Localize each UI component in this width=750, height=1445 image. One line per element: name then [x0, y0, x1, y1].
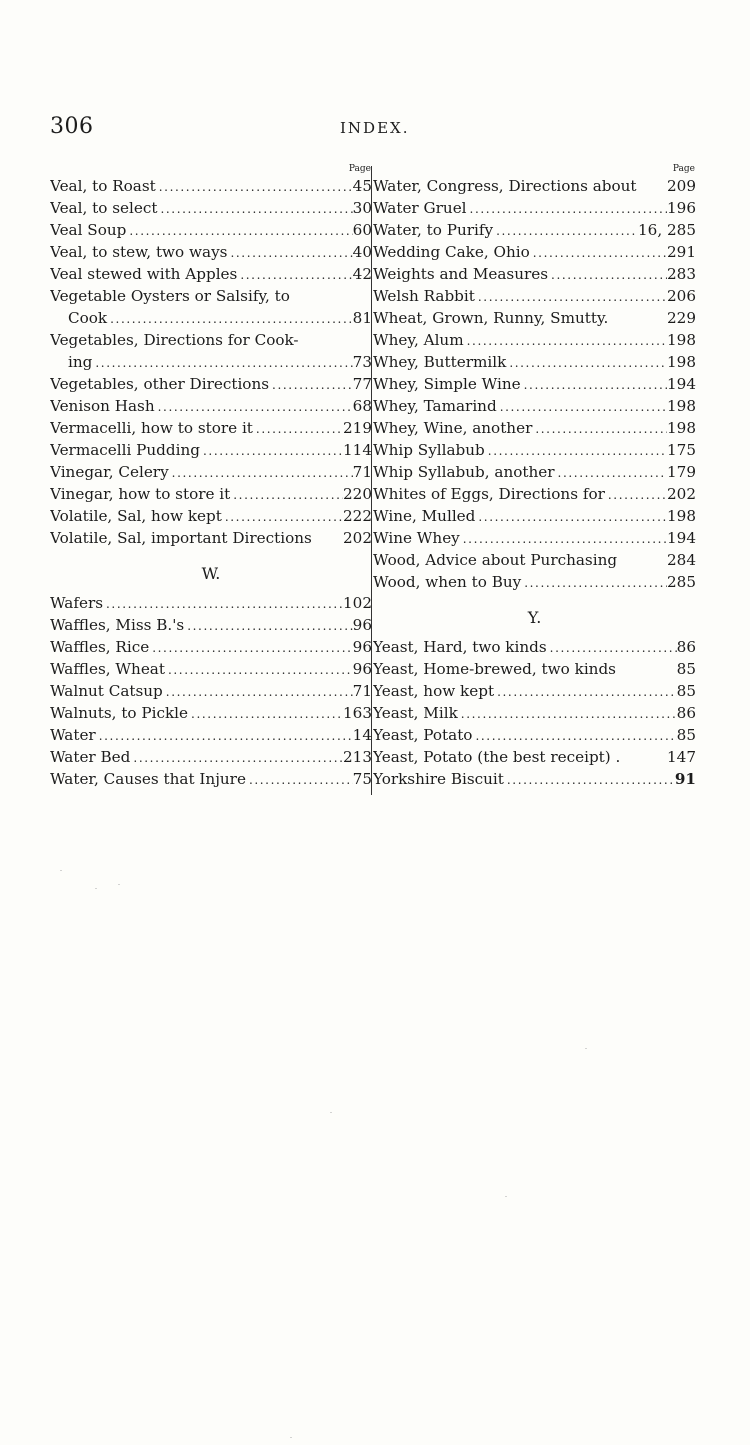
- entry-text: Waffles, Miss B.'s: [50, 616, 185, 634]
- index-entry: [50, 373, 372, 395]
- entry-page-ref: 75: [352, 770, 372, 788]
- entry-page-ref: 40: [352, 243, 372, 261]
- entry-page-ref: 198: [667, 331, 696, 349]
- index-group-w-right: [373, 175, 696, 593]
- entry-text: Whey, Simple Wine: [373, 375, 521, 393]
- section-letter-w: W.: [201, 564, 221, 583]
- entry-page-ref: 163: [343, 704, 372, 722]
- dot-leader: [547, 637, 677, 658]
- entry-text: Vegetables, other Directions: [50, 375, 270, 393]
- entry-page-ref: 147: [667, 748, 696, 766]
- index-entry: [373, 329, 696, 351]
- index-entry: [50, 658, 372, 680]
- index-entry: [50, 329, 372, 351]
- index-entry: [373, 263, 696, 285]
- entry-page-ref: 81: [352, 309, 372, 327]
- entry-page-ref: 198: [667, 353, 696, 371]
- entry-page-ref: 219: [343, 419, 372, 437]
- entry-text: Water, Congress, Directions about: [373, 177, 637, 195]
- dot-leader: [92, 352, 352, 373]
- dot-leader: [237, 264, 352, 285]
- index-entry: [373, 505, 696, 527]
- entry-page-ref: 202: [343, 529, 372, 547]
- index-entry: [373, 307, 696, 329]
- entry-page-ref: 45: [352, 177, 372, 195]
- dot-leader: [497, 396, 667, 417]
- entry-page-ref: 198: [667, 507, 696, 525]
- index-entry: [373, 219, 696, 241]
- dot-leader: [493, 220, 638, 241]
- dot-leader: [246, 769, 353, 790]
- index-entry: [50, 395, 372, 417]
- entry-text: Wheat, Grown, Runny, Smutty.: [373, 309, 609, 327]
- entry-text: Walnut Catsup: [50, 682, 163, 700]
- entry-page-ref: 194: [667, 529, 696, 547]
- entry-page-ref: 198: [667, 419, 696, 437]
- entry-page-ref: 179: [667, 463, 696, 481]
- page-column-heading: Page: [672, 164, 695, 174]
- entry-text: Vinegar, Celery: [50, 463, 169, 481]
- index-entry: [50, 417, 372, 439]
- entry-page-ref: 220: [343, 485, 372, 503]
- dot-leader: [506, 352, 667, 373]
- entry-text: Walnuts, to Pickle: [50, 704, 189, 722]
- index-entry: [50, 307, 372, 329]
- dot-leader: [458, 703, 677, 724]
- index-entry: [50, 724, 372, 746]
- index-entry: [50, 592, 372, 614]
- entry-page-ref: 96: [352, 638, 372, 656]
- index-entry: [50, 241, 372, 263]
- index-entry: [373, 351, 696, 373]
- entry-text: Whey, Tamarind: [373, 397, 497, 415]
- entry-text: Yeast, Potato: [373, 726, 473, 744]
- index-entry: [373, 197, 696, 219]
- entry-page-ref: 209: [667, 177, 696, 195]
- dot-leader: [504, 769, 675, 790]
- entry-page-ref: 85: [676, 660, 696, 678]
- entry-page-ref: 202: [667, 485, 696, 503]
- entry-text: Water Bed: [50, 748, 131, 766]
- dot-leader: [200, 440, 343, 461]
- entry-text: Volatile, Sal, how kept: [50, 507, 222, 525]
- entry-page-ref: 96: [352, 616, 372, 634]
- entry-text: Yorkshire Biscuit: [373, 770, 504, 788]
- entry-page-ref: 213: [343, 748, 372, 766]
- dot-leader: [605, 484, 667, 505]
- entry-page-ref: 285: [667, 573, 696, 591]
- dot-leader: [222, 506, 343, 527]
- entry-text: Water Gruel: [373, 199, 467, 217]
- index-entry: [373, 175, 696, 197]
- index-entry: [373, 571, 696, 593]
- entry-page-ref: 71: [352, 463, 372, 481]
- entry-text: Yeast, Potato (the best receipt) .: [373, 748, 621, 766]
- entry-text: Whey, Wine, another: [373, 419, 533, 437]
- dot-leader: [103, 593, 343, 614]
- entry-page-ref: 283: [667, 265, 696, 283]
- dot-leader: [485, 440, 667, 461]
- entry-page-ref: 229: [667, 309, 696, 327]
- entry-text: Water, Causes that Injure: [50, 770, 246, 788]
- entry-text: Vermacelli Pudding: [50, 441, 200, 459]
- entry-text: Volatile, Sal, important Directions: [50, 529, 312, 547]
- dot-leader: [532, 418, 667, 439]
- index-entry: [50, 197, 372, 219]
- entry-page-ref: 206: [667, 287, 696, 305]
- entry-text: Veal stewed with Apples: [50, 265, 238, 283]
- index-group-v: [50, 175, 372, 549]
- index-entry: [373, 461, 696, 483]
- dot-leader: [156, 176, 353, 197]
- index-entry: [373, 768, 696, 790]
- index-entry: [373, 241, 696, 263]
- entry-page-ref: 86: [676, 638, 696, 656]
- entry-text: Veal, to select: [50, 199, 158, 217]
- entry-page-ref: 291: [667, 243, 696, 261]
- dot-leader: [165, 659, 353, 680]
- dot-leader: [227, 242, 352, 263]
- dot-leader: [169, 462, 353, 483]
- dot-leader: [107, 308, 353, 329]
- index-entry: [373, 746, 696, 768]
- dot-leader: [555, 462, 667, 483]
- dot-leader: [521, 374, 667, 395]
- index-entry: [373, 373, 696, 395]
- entry-text: Whip Syllabub: [373, 441, 485, 459]
- page-column-heading: Page: [348, 164, 371, 174]
- entry-text: Vinegar, how to store it: [50, 485, 231, 503]
- index-entry: [373, 285, 696, 307]
- dot-leader: [253, 418, 343, 439]
- dot-leader: [475, 286, 667, 307]
- entry-text: Yeast, Milk: [373, 704, 458, 722]
- entry-text: Veal, to Roast: [50, 177, 156, 195]
- entry-text: Wafers: [50, 594, 104, 612]
- dot-leader: [96, 725, 353, 746]
- index-entry: [50, 680, 372, 702]
- dot-leader: [530, 242, 667, 263]
- entry-page-ref: 196: [667, 199, 696, 217]
- index-entry: [50, 219, 372, 241]
- index-entry: [373, 395, 696, 417]
- paper-speck: [585, 1048, 587, 1049]
- section-letter-y: Y.: [527, 608, 542, 627]
- entry-text: Wine Whey: [373, 529, 460, 547]
- entry-page-ref: 96: [352, 660, 372, 678]
- index-entry: [373, 549, 696, 571]
- dot-leader: [188, 703, 343, 724]
- entry-page-ref: 16, 285: [638, 221, 696, 239]
- dot-leader: [126, 220, 352, 241]
- right-index-column: [373, 163, 696, 790]
- index-entry: [373, 527, 696, 549]
- entry-text: Wedding Cake, Ohio: [373, 243, 530, 261]
- dot-leader: [494, 681, 677, 702]
- paper-speck: [60, 870, 62, 871]
- index-entry: [50, 702, 372, 724]
- dot-leader: [472, 725, 676, 746]
- entry-page-ref: 284: [667, 551, 696, 569]
- index-entry: [50, 483, 372, 505]
- index-group-y: [373, 636, 696, 790]
- entry-page-ref: 60: [352, 221, 372, 239]
- entry-text: Yeast, Home-brewed, two kinds: [373, 660, 616, 678]
- dot-leader: [464, 330, 667, 351]
- index-entry: [373, 636, 696, 658]
- dot-leader: [130, 747, 343, 768]
- index-entry: [373, 680, 696, 702]
- page-number: 306: [50, 114, 94, 139]
- entry-text: Whey, Alum: [373, 331, 464, 349]
- entry-text: Vermacelli, how to store it: [50, 419, 253, 437]
- index-entry: [373, 724, 696, 746]
- entry-page-ref: 86: [676, 704, 696, 722]
- entry-text: Water, to Purify: [373, 221, 494, 239]
- entry-page-ref: 91: [674, 770, 696, 788]
- paper-speck: [290, 1437, 292, 1438]
- entry-text: Yeast, Hard, two kinds: [373, 638, 547, 656]
- entry-text: Water: [50, 726, 96, 744]
- dot-leader: [184, 615, 352, 636]
- index-entry: [50, 527, 372, 549]
- index-entry: [50, 461, 372, 483]
- dot-leader: [163, 681, 353, 702]
- entry-text: Yeast, how kept: [373, 682, 495, 700]
- entry-text: Whip Syllabub, another: [373, 463, 555, 481]
- paper-speck: [330, 1112, 332, 1113]
- paper-speck: [505, 1196, 507, 1197]
- index-entry: [50, 505, 372, 527]
- entry-page-ref: 73: [352, 353, 372, 371]
- dot-leader: [269, 374, 353, 395]
- index-group-w-left: [50, 592, 372, 790]
- entry-text: Wood, when to Buy: [373, 573, 522, 591]
- entry-text: Cook: [68, 309, 108, 327]
- index-entry: [373, 658, 696, 680]
- dot-leader: [157, 198, 352, 219]
- dot-leader: [149, 637, 352, 658]
- index-entry: [50, 636, 372, 658]
- dot-leader: [460, 528, 667, 549]
- entry-text: Wood, Advice about Purchasing: [373, 551, 618, 569]
- left-index-column: [50, 163, 372, 790]
- entry-page-ref: 198: [667, 397, 696, 415]
- entry-text: Whey, Buttermilk: [373, 353, 507, 371]
- index-entry: [50, 746, 372, 768]
- entry-text: Weights and Measures: [373, 265, 549, 283]
- entry-text: Vegetable Oysters or Salsify, to: [50, 287, 290, 305]
- paper-speck: [118, 884, 120, 885]
- entry-text: Veal Soup: [50, 221, 127, 239]
- entry-text: Venison Hash: [50, 397, 155, 415]
- paper-speck: [95, 888, 97, 889]
- index-entry: [50, 439, 372, 461]
- entry-text: Waffles, Rice: [50, 638, 150, 656]
- entry-text: Vegetables, Directions for Cook-: [50, 331, 299, 349]
- dot-leader: [230, 484, 343, 505]
- index-entry: [50, 351, 372, 373]
- entry-page-ref: 85: [676, 682, 696, 700]
- index-entry: [50, 263, 372, 285]
- entry-page-ref: 85: [676, 726, 696, 744]
- running-title: INDEX.: [340, 119, 410, 137]
- entry-page-ref: 194: [667, 375, 696, 393]
- index-entry: [50, 175, 372, 197]
- entry-page-ref: 114: [343, 441, 372, 459]
- entry-text: Welsh Rabbit: [373, 287, 475, 305]
- dot-leader: [548, 264, 667, 285]
- index-entry: [50, 768, 372, 790]
- index-entry: [373, 439, 696, 461]
- dot-leader: [521, 572, 667, 593]
- entry-text: Waffles, Wheat: [50, 660, 165, 678]
- dot-leader: [475, 506, 667, 527]
- entry-page-ref: 68: [352, 397, 372, 415]
- entry-page-ref: 71: [352, 682, 372, 700]
- dot-leader: [467, 198, 667, 219]
- entry-page-ref: 175: [667, 441, 696, 459]
- entry-text: Whites of Eggs, Directions for: [373, 485, 605, 503]
- entry-text: Veal, to stew, two ways: [50, 243, 228, 261]
- entry-page-ref: 42: [352, 265, 372, 283]
- index-entry: [373, 483, 696, 505]
- entry-page-ref: 222: [343, 507, 372, 525]
- index-entry: [50, 285, 372, 307]
- dot-leader: [155, 396, 353, 417]
- index-entry: [50, 614, 372, 636]
- index-entry: [373, 417, 696, 439]
- index-entry: [373, 702, 696, 724]
- entry-text: Wine, Mulled: [373, 507, 476, 525]
- entry-text: ing: [68, 353, 93, 371]
- entry-page-ref: 102: [343, 594, 372, 612]
- entry-page-ref: 30: [352, 199, 372, 217]
- entry-page-ref: 77: [352, 375, 372, 393]
- entry-page-ref: 14: [352, 726, 372, 744]
